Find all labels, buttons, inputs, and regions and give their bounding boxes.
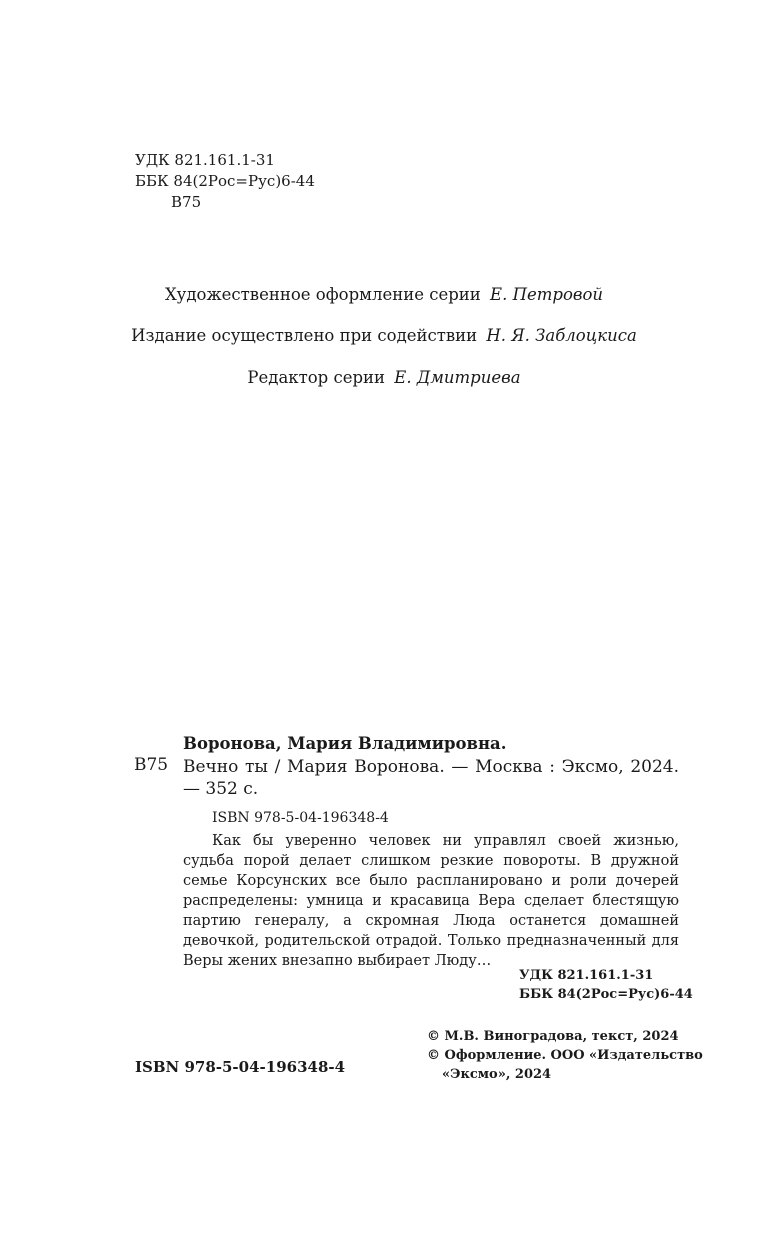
credit-label: Художественное оформление серии bbox=[164, 285, 481, 304]
copyright-design: © Оформление. ООО «Издательство bbox=[427, 1048, 703, 1063]
author-mark: В75 bbox=[171, 193, 202, 211]
copyright-text: © М.В. Виноградова, текст, 2024 bbox=[427, 1029, 679, 1044]
bbk-code: ББК 84(2Рос=Рус)6-44 bbox=[519, 987, 693, 1002]
udk-code: УДК 821.161.1-31 bbox=[135, 151, 275, 169]
copyright-block bbox=[427, 1027, 703, 1084]
credit-series-editor bbox=[0, 368, 768, 387]
copyright-design-cont: «Эксмо», 2024 bbox=[442, 1067, 552, 1082]
bbk-code: ББК 84(2Рос=Рус)6-44 bbox=[135, 172, 315, 190]
credit-label: Редактор серии bbox=[247, 368, 386, 387]
record-isbn: ISBN 978-5-04-196348-4 bbox=[212, 810, 389, 826]
credit-label: Издание осуществлено при содействии bbox=[131, 326, 478, 345]
credit-name: Н. Я. Заблоцкиса bbox=[486, 326, 637, 345]
udk-code: УДК 821.161.1-31 bbox=[519, 968, 654, 983]
record-annotation: Как бы уверенно человек ни управлял своей жизнью, судьба порой делает слишком резкие повороты. В дружной семье Корсунских все было распланировано и роли дочерей распределены: умница и красавица Вера сделает блестящую партию генералу, а скромная Люда останется домашней девочкой, родительской отрадой. Только предназначенный для Веры жених внезапно выбирает Люду… bbox=[183, 833, 679, 969]
record-description: Вечно ты / Мария Воронова. — Москва : Эксмо, 2024. — 352 с. bbox=[183, 757, 679, 799]
isbn-main: ISBN 978-5-04-196348-4 bbox=[135, 1058, 346, 1076]
credit-name: Е. Дмитриева bbox=[394, 368, 521, 387]
classification-block-bottom bbox=[519, 966, 693, 1004]
credit-assistance bbox=[0, 326, 768, 345]
record-heading: Воронова, Мария Владимировна. bbox=[183, 734, 507, 753]
credit-series-design bbox=[0, 285, 768, 304]
classification-block-top bbox=[135, 150, 315, 213]
credit-name: Е. Петровой bbox=[490, 285, 604, 304]
record-author-mark: В75 bbox=[134, 755, 169, 775]
